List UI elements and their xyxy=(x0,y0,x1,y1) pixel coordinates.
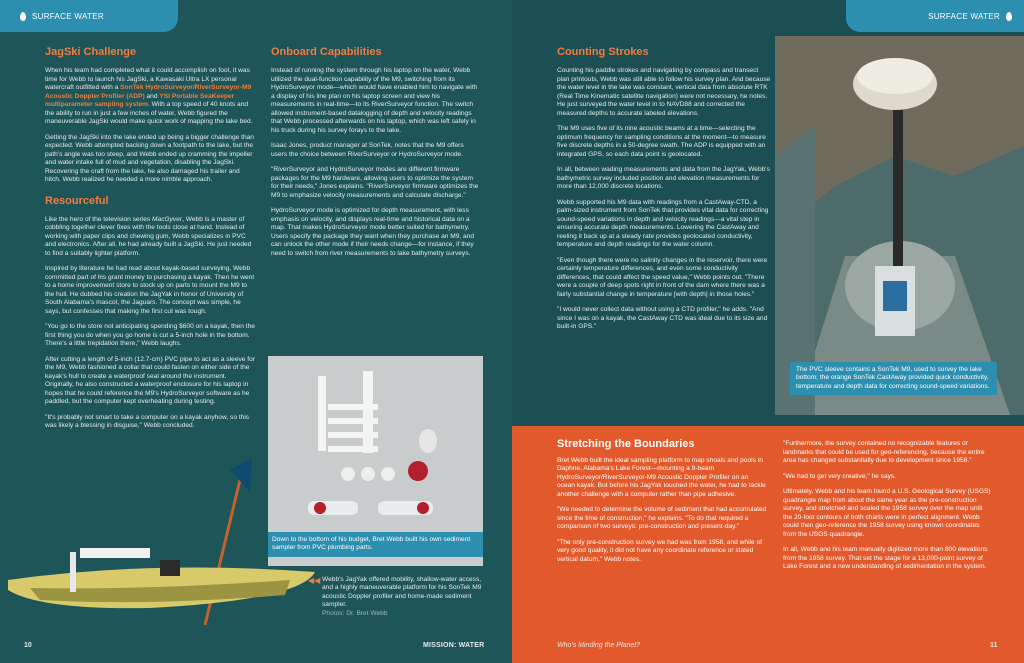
paragraph: "We needed to determine the volume of sediment that had accumulated since the time of construction," he explains. "To do that required a comparison of two surveys: pre-construction and present-day." xyxy=(557,506,767,530)
heading-resourceful: Resourceful xyxy=(45,194,109,207)
highlight-text: SonTek HydroSurveyor/RiverSurveyor-M9 Acoustic Doppler Profiler (ADP) xyxy=(45,84,252,100)
paragraph: "Even though there were no salinity changes in the reservoir, there were certainly temperature differences, and even some conductivity differences, that could affect the speed value," Webb points out. "There were a couple of deep spots right in front of the dam where there was a fairly substantial change in temperature [with depth] in those holes." xyxy=(557,256,768,298)
paragraph xyxy=(45,216,255,259)
heading-counting: Counting Strokes xyxy=(557,46,649,58)
text: , Webb is a master of cobbling together clever fixes with the tools close at hand. Instead of working with paper clips and chewing gum, Webb specializes in PVC and electronics. After all, he had already built a JagSki. He just needed to find a suitably lighter platform. xyxy=(45,215,252,257)
page-number-left: 10 xyxy=(24,642,32,649)
heading-onboard: Onboard Capabilities xyxy=(271,46,382,58)
text: MacGyver xyxy=(152,215,183,223)
highlight-text: YSI Portable SeaKeeper multiparameter sampling system xyxy=(45,92,235,108)
section-tab-right xyxy=(846,0,1024,32)
paragraph: Ultimately, Webb and his team found a U.S. Geological Survey (USGS) quadrangle map from about the same year as the pre-construction survey, and stretched and scaled the 1958 survey over the map until the 20-foot contours of both charts were in perfect alignment. Webb could then geo-reference the 1958 survey using known coordinates from the USGS quadrangle. xyxy=(783,488,991,538)
kayak-photo xyxy=(0,440,320,640)
heading-stretching: Stretching the Boundaries xyxy=(557,438,695,450)
paragraph: Getting the JagSki into the lake ended up being a bigger challenge than expected. Webb attempted backing down a footpath to the lake, but the path's angle was too steep, and Webb ended up cramming the impeller and water intake full of mud and vegetation, disabling the JagSki. Recovering the craft from the lake, he also damaged his trailer and hitch. Webb realized he needed a more nimble approach. xyxy=(45,133,254,183)
sidebar-column-2 xyxy=(783,440,993,579)
column-1 xyxy=(45,46,255,438)
paragraph: Instead of running the system through his laptop on the water, Webb utilized the dual-function capability of the M9, switching from its HydroSurveyor mode—which would have enabled him to navigate with a display of his line plan on his laptop screen and view his measurements in real-time—to its RiverSurveyor function. The switch allowed instrument-based datalogging of depth and velocity readings that Webb processed afterwards on his laptop, which was left safely in his truck during his survey forays to the lake. xyxy=(271,67,478,134)
caption-text: Webb's JagYak offered mobility, shallow-water access, and a highly maneuverable platform for his SonTek M9 acoustic Doppler profiler and home-made sediment sampler. xyxy=(322,576,482,609)
paragraph: Webb supported his M9 data with readings from a CastAway-CTD, a palm-sized instrument from SonTek that provides vital data for correcting sound-speed variations in depth and velocity readings—a vital step in ensuring accurate depth measurements. Lowering the CastAway and reeling it back up at a steady rate provides geolocated conductivity, temperature and depth readings for the water column. xyxy=(557,198,769,248)
paragraph: "You go to the store not anticipating spending $600 on a kayak, then the first thing you do when you go home is cut a 5-inch hole in the bottom. There's a little trepidation there," Webb laughs. xyxy=(45,323,255,347)
paragraph: Bret Webb built the ideal sampling platform to map shoals and pools in Daphne, Alabama's Lake Forest—mounting a 9-beam HydroSurveyor/RiverSurveyor-M9 Acoustic Doppler Profiler on an ocean kayak. But before his JagYak touched the water, he had to tackle another challenge with a computer rather than pipe adhesive. xyxy=(557,456,766,498)
running-title: Who's Minding the Planet? xyxy=(557,642,641,649)
water-drop-icon xyxy=(1006,12,1012,21)
photo-caption-mid: Down to the bottom of his budget, Bret Webb built his own sediment sampler from PVC plumbing parts. xyxy=(268,532,483,557)
paragraph: "I would never collect data without using a CTD profiler," he adds. "And since I was on a kayak, the CastAway CTD was ideal due to its size and built-in GPS." xyxy=(557,306,768,330)
section-label-left: SURFACE WATER xyxy=(32,11,104,21)
arrow-icon: ◀◀ xyxy=(308,576,321,585)
section-label-right: SURFACE WATER xyxy=(928,11,1000,21)
kayak-m9-photo xyxy=(775,36,1024,415)
paragraph: The M9 uses five of its nine acoustic beams at a time—selecting the optimum frequency for sampling conditions at the moment—to measure five discrete depths in a 50-degree swath. The ADP is equipped with an integrated GPS, so each data point is geolocated. xyxy=(557,125,766,158)
paragraph: In all, between wading measurements and data from the JagYak, Webb's bathymetric survey included position and elevation measurements for more than 12,000 discrete locations. xyxy=(557,166,770,190)
paragraph: HydroSurveyor mode is optimized for depth measurement, with less emphasis on velocity, and displays real-time and historical data on a map. That makes HydroSurveyor mode better suited for bathymetry. Users specify the package they want when they purchase an M9, and can unlock the other mode if their needs change—for instance, if they need to switch from river measurements to lake bathymetry surveys. xyxy=(271,207,475,257)
column-3 xyxy=(557,46,772,339)
paragraph: Inspired by literature he had read about kayak-based surveying, Webb committed part of his grant money to purchasing a kayak. Then he went to a home improvement store to stock up on parts to mount the M9 to the hull. He dubbed his creation the JagYak in honor of University of South Alabama's mascot, the Jaguars. The concept was simple, he says, but confesses that making the first cut was tough. xyxy=(45,265,255,315)
paragraph xyxy=(45,67,255,127)
paragraph: "RiverSurveyor and HydroSurveyor modes are different firmware packages for the M9 hardware, allowing users to optimize the system for their needs," Jones explains. "RiverSurveyor firmware optimizes the M9 to emphasize velocity measurements and calculate discharge." xyxy=(271,166,479,199)
paragraph: Isaac Jones, product manager at SonTek, notes that the M9 offers users the choice between RiverSurveyor or HydroSurveyor mode. xyxy=(271,142,464,158)
page-number-right: 11 xyxy=(990,642,998,649)
water-drop-icon xyxy=(20,12,26,21)
sidebar-column-1 xyxy=(557,440,767,571)
text: and xyxy=(146,92,158,100)
column-2 xyxy=(271,46,481,265)
photo-caption-kayak xyxy=(322,576,482,618)
paragraph: "We had to get very creative," he says. xyxy=(783,472,897,480)
photo-caption-right: The PVC sleeve contains a SonTek M9, used to survey the lake bottom; the orange SonTek CastAway provided quick conductivity, temperature and depth data for correcting sound-speed variations. xyxy=(790,362,997,395)
text: Like the hero of the television series xyxy=(45,215,151,223)
paragraph: "It's probably not smart to take a computer on a kayak anyhow, so this was likely a blessing in disguise," Webb concluded. xyxy=(45,413,250,429)
paragraph: Counting his paddle strokes and navigating by compass and transect plan printouts, Webb was still able to follow his survey plan. And because the water level in the lake was constant, vertical data from absolute RTK (Real Time Kinematic satellite navigation) were not necessary, he notes. He just surveyed the water level in to NAVD88 and corrected the measured depths to accurate labeled elevations. xyxy=(557,67,771,117)
paragraph: After cutting a length of 5-inch (12.7-cm) PVC pipe to act as a sleeve for the M9, Webb fashioned a collar that could fasten on either side of the kayak's hull to create a waterproof seal around the instrument. Originally, he also constructed a waterproof enclosure for his laptop in hopes that he could reference the M9's HydroSurveyor software as he paddled, but the computer kept overheating during testing. xyxy=(45,355,256,405)
paragraph: In all, Webb and his team manually digitized more than 800 elevations from the 1958 survey. That set the stage for a 13,000-point survey of Lake Forest and a new understanding of sedimentation in the system. xyxy=(783,546,988,570)
text: . With a top speed of 40 knots and the ability to run in just a few inches of water, Webb figured the maneuverable JagSki would make quick work of mapping the lake bed. xyxy=(45,101,253,125)
paragraph: "The only pre-construction survey we had was from 1958, and while of very good quality, it did not have any coordinate reference or stated vertical datum," Webb notes. xyxy=(557,538,763,563)
photo-credit: Photos: Dr. Bret Webb xyxy=(322,609,388,617)
heading-jagski: JagSki Challenge xyxy=(45,46,137,58)
section-tab-left xyxy=(0,0,178,32)
text: When his team had completed what it could accomplish on foot, it was time for Webb to launch his JagSki, a Kawasaki Ultra LX personal watercraft outfitted with a xyxy=(45,67,250,91)
paragraph: "Furthermore, the survey contained no recognizable features or landmarks that could be used for geo-referencing, because the entire area has changed substantially due to development since 1958." xyxy=(783,440,985,464)
magazine-title: MISSION: WATER xyxy=(423,642,485,649)
